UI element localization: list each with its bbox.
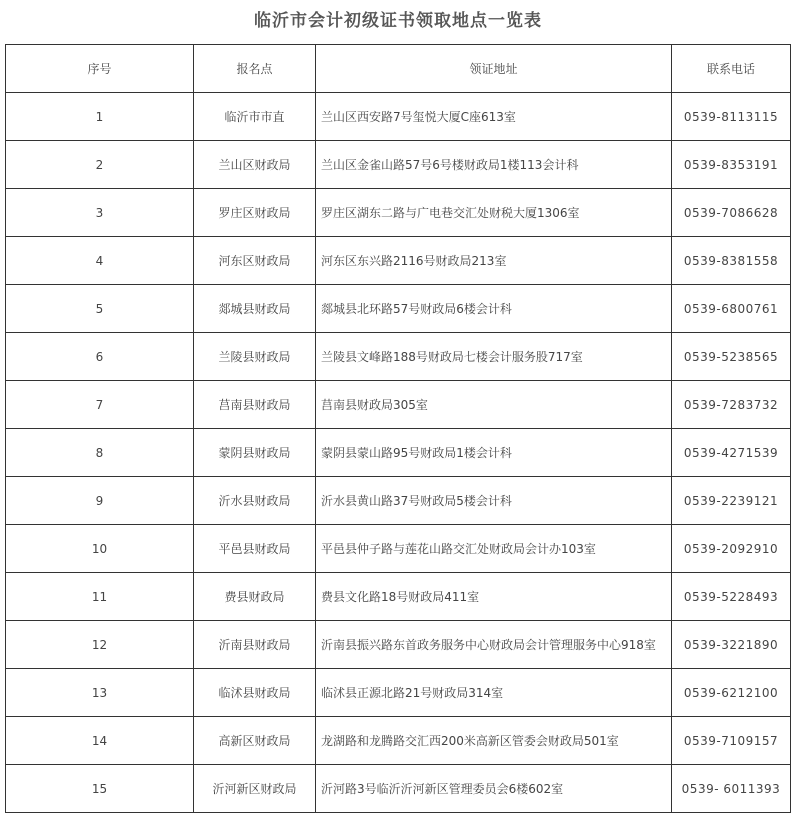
row-phone: 0539-7283732: [672, 381, 791, 429]
row-phone: 0539-3221890: [672, 621, 791, 669]
row-index: 1: [6, 93, 194, 141]
row-phone: 0539-8353191: [672, 141, 791, 189]
row-index: 9: [6, 477, 194, 525]
row-index: 4: [6, 237, 194, 285]
row-index: 13: [6, 669, 194, 717]
row-registration-site: 平邑县财政局: [194, 525, 316, 573]
row-phone: 0539-7109157: [672, 717, 791, 765]
row-registration-site: 临沂市市直: [194, 93, 316, 141]
header-index: 序号: [6, 45, 194, 93]
row-registration-site: 沂水县财政局: [194, 477, 316, 525]
row-pickup-address: 兰山区金雀山路57号6号楼财政局1楼113会计科: [316, 141, 672, 189]
table-row: [6, 429, 791, 477]
row-phone: 0539-7086628: [672, 189, 791, 237]
row-registration-site: 河东区财政局: [194, 237, 316, 285]
row-phone: 0539- 6011393: [672, 765, 791, 813]
table-row: [6, 381, 791, 429]
table-row: [6, 477, 791, 525]
row-pickup-address: 龙湖路和龙腾路交汇西200米高新区管委会财政局501室: [316, 717, 672, 765]
table-row: [6, 525, 791, 573]
table-row: [6, 621, 791, 669]
row-registration-site: 莒南县财政局: [194, 381, 316, 429]
row-registration-site: 罗庄区财政局: [194, 189, 316, 237]
row-pickup-address: 沂河路3号临沂沂河新区管理委员会6楼602室: [316, 765, 672, 813]
table-row: [6, 573, 791, 621]
table-row: [6, 141, 791, 189]
table-row: [6, 765, 791, 813]
row-phone: 0539-6800761: [672, 285, 791, 333]
table-row: [6, 237, 791, 285]
row-pickup-address: 罗庄区湖东二路与广电巷交汇处财税大厦1306室: [316, 189, 672, 237]
row-pickup-address: 兰陵县文峰路188号财政局七楼会计服务股717室: [316, 333, 672, 381]
row-index: 6: [6, 333, 194, 381]
row-phone: 0539-5228493: [672, 573, 791, 621]
row-index: 5: [6, 285, 194, 333]
row-phone: 0539-2092910: [672, 525, 791, 573]
row-pickup-address: 蒙阴县蒙山路95号财政局1楼会计科: [316, 429, 672, 477]
table-header-row: [6, 45, 791, 93]
row-pickup-address: 临沭县正源北路21号财政局314室: [316, 669, 672, 717]
row-index: 2: [6, 141, 194, 189]
row-index: 7: [6, 381, 194, 429]
header-phone: 联系电话: [672, 45, 791, 93]
row-pickup-address: 河东区东兴路2116号财政局213室: [316, 237, 672, 285]
row-index: 14: [6, 717, 194, 765]
row-index: 12: [6, 621, 194, 669]
row-registration-site: 兰山区财政局: [194, 141, 316, 189]
row-phone: 0539-8381558: [672, 237, 791, 285]
row-pickup-address: 沂水县黄山路37号财政局5楼会计科: [316, 477, 672, 525]
row-registration-site: 蒙阴县财政局: [194, 429, 316, 477]
row-registration-site: 沂南县财政局: [194, 621, 316, 669]
row-registration-site: 沂河新区财政局: [194, 765, 316, 813]
certificate-locations-table: [5, 44, 791, 813]
table-row: [6, 717, 791, 765]
row-phone: 0539-5238565: [672, 333, 791, 381]
row-index: 11: [6, 573, 194, 621]
row-pickup-address: 平邑县仲子路与莲花山路交汇处财政局会计办103室: [316, 525, 672, 573]
table-row: [6, 93, 791, 141]
page-title: 临沂市会计初级证书领取地点一览表: [254, 11, 542, 31]
table-row: [6, 669, 791, 717]
row-phone: 0539-2239121: [672, 477, 791, 525]
header-pickup-address: 领证地址: [316, 45, 672, 93]
row-index: 15: [6, 765, 194, 813]
table-row: [6, 285, 791, 333]
table-row: [6, 333, 791, 381]
table-row: [6, 189, 791, 237]
row-pickup-address: 沂南县振兴路东首政务服务中心财政局会计管理服务中心918室: [316, 621, 672, 669]
row-registration-site: 郯城县财政局: [194, 285, 316, 333]
row-index: 10: [6, 525, 194, 573]
row-pickup-address: 兰山区西安路7号玺悦大厦C座613室: [316, 93, 672, 141]
row-registration-site: 兰陵县财政局: [194, 333, 316, 381]
header-registration-site: 报名点: [194, 45, 316, 93]
row-phone: 0539-4271539: [672, 429, 791, 477]
row-pickup-address: 费县文化路18号财政局411室: [316, 573, 672, 621]
row-phone: 0539-6212100: [672, 669, 791, 717]
row-pickup-address: 莒南县财政局305室: [316, 381, 672, 429]
row-registration-site: 临沭县财政局: [194, 669, 316, 717]
row-registration-site: 费县财政局: [194, 573, 316, 621]
row-pickup-address: 郯城县北环路57号财政局6楼会计科: [316, 285, 672, 333]
row-index: 3: [6, 189, 194, 237]
row-index: 8: [6, 429, 194, 477]
row-registration-site: 高新区财政局: [194, 717, 316, 765]
row-phone: 0539-8113115: [672, 93, 791, 141]
